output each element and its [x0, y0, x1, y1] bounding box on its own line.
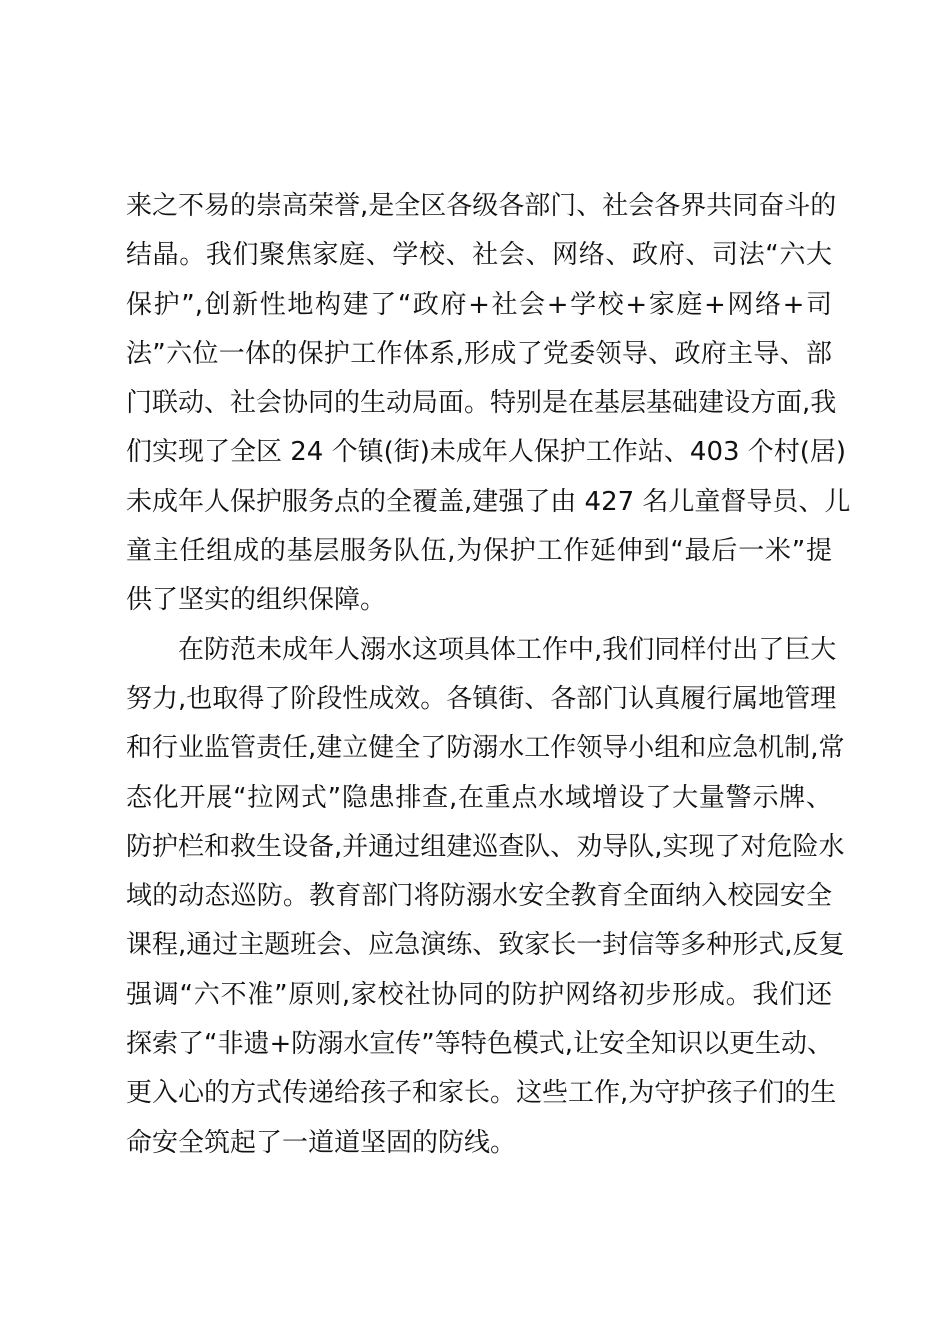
text-line: 态化开展“拉网式”隐患排查,在重点水域增设了大量警示牌、 [126, 782, 832, 813]
text-line: 未成年人保护服务点的全覆盖,建强了由 427 名儿童督导员、儿 [126, 486, 851, 517]
text-line: 童主任组成的基层服务队伍,为保护工作延伸到“最后一米”提 [126, 536, 832, 567]
document-body [126, 182, 851, 1168]
text-line: 保护”,创新性地构建了“政府+社会+学校+家庭+网络+司 [126, 289, 832, 320]
text-line: 门联动、社会协同的生动局面。特别是在基层基础建设方面,我 [126, 388, 837, 419]
text-line: 供了坚实的组织保障。 [126, 585, 387, 616]
text-line: 结晶。我们聚焦家庭、学校、社会、网络、政府、司法“六大 [126, 240, 832, 271]
text-line: 更入心的方式传递给孩子和家长。这些工作,为守护孩子们的生 [126, 1078, 837, 1109]
text-line: 努力,也取得了阶段性成效。各镇街、各部门认真履行属地管理 [126, 683, 837, 714]
text-line: 在防范未成年人溺水这项具体工作中,我们同样付出了巨大 [178, 634, 837, 665]
text-line: 防护栏和救生设备,并通过组建巡查队、劝导队,实现了对危险水 [126, 831, 845, 862]
text-line: 域的动态巡防。教育部门将防溺水安全教育全面纳入校园安全 [126, 881, 832, 912]
text-line: 们实现了全区 24 个镇(街)未成年人保护工作站、403 个村(居) [126, 437, 847, 468]
paragraph-2 [126, 626, 845, 1168]
text-line: 课程,通过主题班会、应急演练、致家长一封信等多种形式,反复 [126, 930, 845, 961]
text-line: 探索了“非遗+防溺水宣传”等特色模式,让安全知识以更生动、 [126, 1029, 833, 1060]
text-line: 命安全筑起了一道道坚固的防线。 [126, 1127, 517, 1158]
paragraph-1 [126, 182, 851, 626]
text-line: 来之不易的崇高荣誉,是全区各级各部门、社会各界共同奋斗的 [126, 191, 837, 221]
text-line: 和行业监管责任,建立健全了防溺水工作领导小组和应急机制,常 [126, 733, 845, 764]
text-line: 强调“六不准”原则,家校社协同的防护网络初步形成。我们还 [126, 979, 832, 1010]
text-line: 法”六位一体的保护工作体系,形成了党委领导、政府主导、部 [126, 338, 832, 369]
